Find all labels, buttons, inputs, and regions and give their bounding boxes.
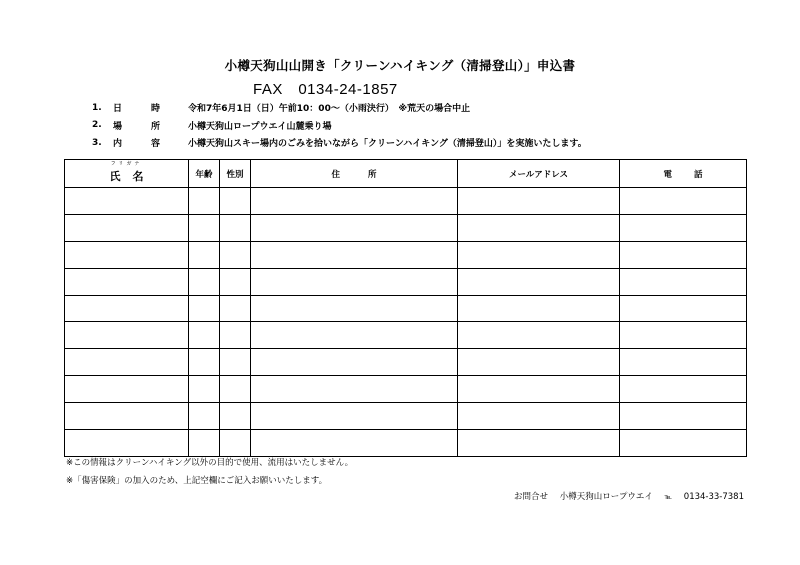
name-cell[interactable] [65,376,189,403]
gender-cell[interactable] [220,376,251,403]
email-cell[interactable] [458,376,620,403]
email-cell[interactable] [458,349,620,376]
email-cell[interactable] [458,403,620,430]
table-row [65,403,747,430]
table-header-row [65,160,747,188]
name-cell[interactable] [65,322,189,349]
table-row [65,188,747,215]
name-cell[interactable] [65,295,189,322]
table-row [65,322,747,349]
age-cell[interactable] [189,430,220,457]
contact-label: お問合せ [514,492,549,502]
note-insurance: ※「傷害保険」の加入のため、上記空欄にご記入お願いいたします。 [66,476,328,486]
age-cell[interactable] [189,241,220,268]
email-cell[interactable] [458,295,620,322]
phone-cell[interactable] [620,322,747,349]
detail-row-content [92,134,587,152]
address-cell[interactable] [251,322,458,349]
detail-label: 内 容 [113,139,161,150]
name-cell[interactable] [65,188,189,215]
name-cell[interactable] [65,403,189,430]
detail-number: 3. [92,137,102,148]
age-cell[interactable] [189,349,220,376]
gender-cell[interactable] [220,322,251,349]
email-cell[interactable] [458,188,620,215]
address-cell[interactable] [251,376,458,403]
age-cell[interactable] [189,403,220,430]
detail-value: 小樽天狗山ロープウエイ山麓乗り場 [188,121,332,132]
gender-cell[interactable] [220,403,251,430]
phone-cell[interactable] [620,295,747,322]
address-cell[interactable] [251,268,458,295]
age-cell[interactable] [189,188,220,215]
table-row [65,214,747,241]
age-cell[interactable] [189,295,220,322]
note-privacy: ※この情報はクリーンハイキング以外の目的で使用、流用はいたしません。 [66,458,354,468]
detail-number: 1. [92,102,102,113]
phone-icon: ℡ [664,493,673,501]
phone-cell[interactable] [620,214,747,241]
age-cell[interactable] [189,322,220,349]
gender-cell[interactable] [220,295,251,322]
table-row [65,349,747,376]
table-row [65,241,747,268]
fax-number: FAX 0134-24-1857 [253,81,398,98]
detail-label: 場 所 [113,121,161,132]
phone-cell[interactable] [620,188,747,215]
phone-cell[interactable] [620,430,747,457]
contact-org: 小樽天狗山ロープウエイ [559,492,653,502]
address-cell[interactable] [251,430,458,457]
event-details [92,99,587,152]
phone-cell[interactable] [620,403,747,430]
address-cell[interactable] [251,349,458,376]
gender-cell[interactable] [220,241,251,268]
gender-cell[interactable] [220,349,251,376]
detail-label: 日 時 [113,104,161,115]
table-row [65,376,747,403]
detail-row-place [92,117,587,135]
phone-cell[interactable] [620,268,747,295]
address-cell[interactable] [251,214,458,241]
name-cell[interactable] [65,241,189,268]
address-cell[interactable] [251,188,458,215]
application-table [64,159,747,457]
email-cell[interactable] [458,322,620,349]
address-cell[interactable] [251,295,458,322]
gender-cell[interactable] [220,268,251,295]
contact-info [505,490,744,502]
form-title: 小樽天狗山山開き「クリーンハイキング（清掃登山）」申込書 [224,58,576,73]
header-name: フリガナ 氏名 [65,160,189,188]
header-email: メールアドレス [458,160,620,188]
name-cell[interactable] [65,268,189,295]
name-cell[interactable] [65,349,189,376]
name-cell[interactable] [65,214,189,241]
phone-cell[interactable] [620,349,747,376]
table-row [65,295,747,322]
detail-value: 小樽天狗山スキー場内のごみを拾いながら「クリーンハイキング（清掃登山）」を実施いたします。 [188,139,587,150]
header-address: 住所 [251,160,458,188]
phone-cell[interactable] [620,376,747,403]
address-cell[interactable] [251,403,458,430]
age-cell[interactable] [189,214,220,241]
contact-tel: 0134-33-7381 [683,492,744,502]
furigana-label: フリガナ [110,161,143,167]
email-cell[interactable] [458,214,620,241]
table-row [65,430,747,457]
detail-number: 2. [92,120,102,131]
email-cell[interactable] [458,268,620,295]
header-age: 年齢 [189,160,220,188]
age-cell[interactable] [189,268,220,295]
name-cell[interactable] [65,430,189,457]
table-body [65,188,747,457]
email-cell[interactable] [458,241,620,268]
email-cell[interactable] [458,430,620,457]
detail-value: 令和7年6月1日（日）午前10：00～（小雨決行） ※荒天の場合中止 [188,104,471,115]
phone-cell[interactable] [620,241,747,268]
header-phone: 電話 [620,160,747,188]
notes [66,457,353,493]
detail-row-date [92,99,587,117]
gender-cell[interactable] [220,188,251,215]
gender-cell[interactable] [220,430,251,457]
address-cell[interactable] [251,241,458,268]
header-gender: 性別 [220,160,251,188]
age-cell[interactable] [189,376,220,403]
gender-cell[interactable] [220,214,251,241]
table-row [65,268,747,295]
